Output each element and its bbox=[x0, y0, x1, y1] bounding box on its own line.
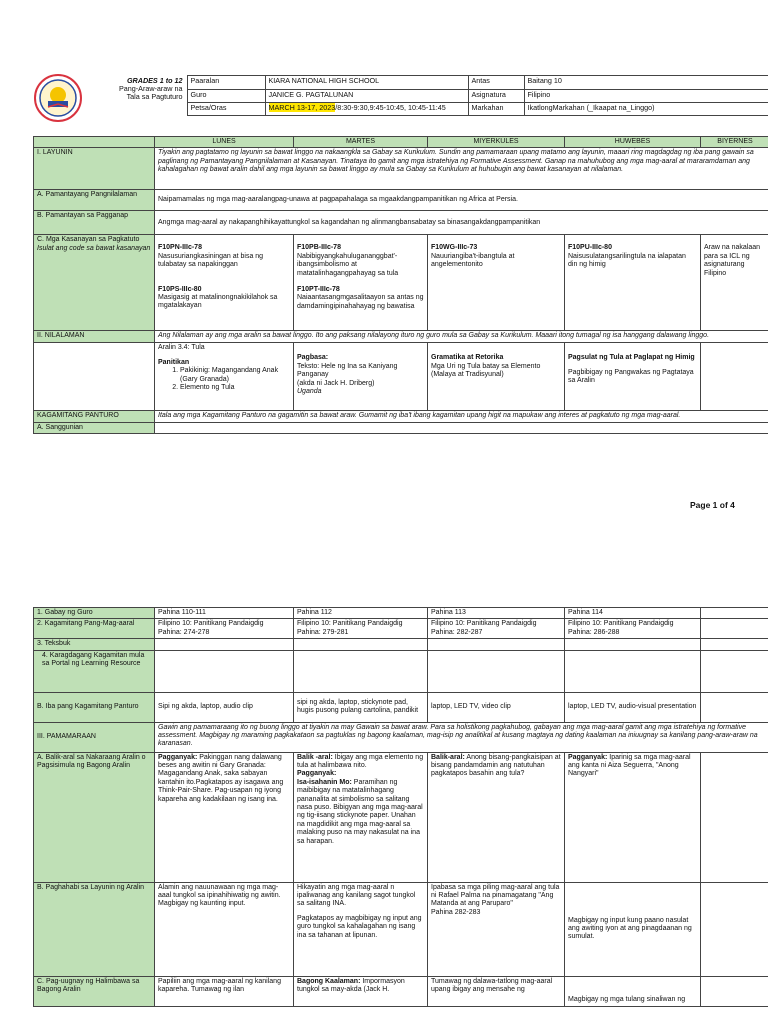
nilalaman-miyerkules bbox=[428, 343, 565, 411]
pagganyak-title: Pagganyak: bbox=[568, 753, 608, 761]
teksbuk-label: 3. Teksbuk bbox=[34, 639, 155, 650]
kag-miyerkules bbox=[428, 619, 565, 639]
pagganap-label: B. Pamantayan sa Pagganap bbox=[34, 211, 155, 235]
nilalaman-martes bbox=[294, 343, 428, 411]
markahan-label: Markahan bbox=[468, 103, 524, 116]
bagong-kaalaman-text: Impormasyon tungkol sa may-akda (Jack H. bbox=[297, 977, 405, 994]
paghahabi-text: Ipabasa sa mga piling mag-aaral ang tula ni Rafael Palma na pinamagatang "Ang Matanda at ang Paruparo" bbox=[431, 883, 560, 908]
list-item: 1. Pakikinig: Magangandang Anak (Gary Granada) bbox=[180, 367, 290, 384]
code-f10wg: F10WG-IIIc-73 bbox=[431, 244, 478, 252]
code-f10ps: F10PS-IIIc-80 bbox=[158, 285, 202, 293]
balik-aral-miyerkules bbox=[428, 752, 565, 882]
day-lunes: LUNES bbox=[155, 137, 294, 148]
kasanayan-miyerkules bbox=[428, 235, 565, 331]
gramatika-title: Gramatika at Retorika bbox=[431, 354, 504, 362]
kasanayan-huwebes bbox=[565, 235, 701, 331]
pag-uugnay-martes bbox=[294, 976, 428, 1006]
book-pages: Pahina: 279-281 bbox=[297, 628, 349, 636]
pamamaraan-text: Gawin ang pamamaraang ito ng buong linggo at tiyakin na may Gawain sa bawat araw. Para sa holistikong pagkahubog, gabayan ang mga mag-aaral gamit ang mga istratehiya ng formative assessment. Magbigay ng maraming pagkakataon sa pagtuklas ng bagong kaalaman, mag-isip ng analitikal at kusang magtaya ng dating kaalaman na iniuugnay sa kanilang pang-araw-araw na karanasan. bbox=[155, 722, 768, 752]
markahan-value: IkatlongMarkahan (_Ikaapat na_Linggo) bbox=[524, 103, 768, 116]
pag-uugnay-label: C. Pag-uugnay ng Halimbawa sa Bagong Aralin bbox=[34, 976, 155, 1006]
gramatika-text: Mga Uri ng Tula batay sa Elemento (Malaya at Tradisyunal) bbox=[431, 362, 541, 379]
paghahabi-page: Pahina 282-283 bbox=[431, 908, 481, 916]
petsa-date: MARCH 13-17, 2023 bbox=[268, 103, 336, 113]
paaralan-value: KIARA NATIONAL HIGH SCHOOL bbox=[265, 76, 468, 90]
code-f10pu: F10PU-IIIc-80 bbox=[568, 244, 612, 252]
kasanayan-label: C. Mga Kasanayan sa Pagkatuto bbox=[37, 236, 140, 244]
pangnilalaman-label: A. Pamantayang Pangnilalaman bbox=[34, 190, 155, 211]
nilalaman-huwebes bbox=[565, 343, 701, 411]
book-pages: Pahina: 274-278 bbox=[158, 628, 210, 636]
country-line: Uganda bbox=[297, 388, 322, 396]
iba-pang-kagamitan-label: B. Iba pang Kagamitang Panturo bbox=[34, 692, 155, 722]
paghahabi-martes bbox=[294, 882, 428, 976]
balik-aral-text: Anong bisang-pangkaisipan at bisang pandamdamin ang natutuhan pagkatapos basahin ang tula? bbox=[431, 753, 561, 778]
paghahabi-text: Hikayatin ang mga mag-aaral n ipaliwanag ang kanilang sagot tungkol sa salitang INA. bbox=[297, 883, 416, 908]
book-title: Filipino 10: Panitikang Pandaigdig bbox=[297, 620, 403, 628]
deped-seal-logo bbox=[34, 74, 82, 122]
kasanayan-biyernes bbox=[701, 235, 768, 331]
gabay-martes: Pahina 112 bbox=[294, 608, 428, 619]
asignatura-value: Filipino bbox=[524, 89, 768, 103]
paghahabi-huwebes: Magbigay ng input kung paano nasulat ang awiting iyon at ang pinagdaanan ng sumulat. bbox=[565, 882, 701, 976]
isa-isahanin-title: Isa-isahanin Mo: bbox=[297, 778, 352, 786]
panitikan-list bbox=[158, 367, 290, 392]
nilalaman-lunes bbox=[155, 343, 294, 411]
bagong-kaalaman-title: Bagong Kaalaman: bbox=[297, 977, 361, 985]
iba-miyerkules: laptop, LED TV, video clip bbox=[428, 692, 565, 722]
isa-isahanin-text: Paramihan ng maibibigay na matatalinhagang pananalita at simbolismo sa salitang nasa puso. Bibigyan ang mga mag-aaral ng tig-iisang stickynote paper. Unahan na magdidikit ang mga mag-aaral sa malaking puso na may nakasulat na ina sa harapan. bbox=[297, 778, 423, 845]
code-f10pt: F10PT-IIIc-78 bbox=[297, 286, 340, 294]
gabay-miyerkules: Pahina 113 bbox=[428, 608, 565, 619]
kasanayan-text: Masigasig at matalinongnakikilahok sa mgatalakayan bbox=[158, 294, 278, 310]
paaralan-label: Paaralan bbox=[187, 76, 265, 90]
pagsulat-title: Pagsulat ng Tula at Paglapat ng Himig bbox=[568, 354, 695, 362]
grades-label: GRADES 1 to 12 bbox=[126, 75, 183, 85]
page-number: Page 1 of 4 bbox=[690, 500, 735, 510]
layunin-label: I. LAYUNIN bbox=[34, 148, 155, 190]
kag-martes bbox=[294, 619, 428, 639]
book-title: Filipino 10: Panitikang Pandaigdig bbox=[158, 620, 264, 628]
page2-main-table bbox=[33, 607, 768, 1007]
code-f10pn: F10PN-IIIc-78 bbox=[158, 244, 202, 252]
days-header-row bbox=[34, 137, 768, 148]
book-title: Filipino 10: Panitikang Pandaigdig bbox=[568, 620, 674, 628]
paghahabi-lunes: Alamin ang nauunawaan ng mga mag-aaal tungkol sa ipinahihiwatig ng awitin. Magbigay ng kaunting input. bbox=[155, 882, 294, 976]
page1-main-table bbox=[33, 136, 768, 434]
kasanayan-lunes bbox=[155, 235, 294, 331]
kagamitang-pang-mag-aaral-label: 2. Kagamitang Pang-Mag-aaral bbox=[34, 619, 155, 639]
pagganyak-text: Pakinggan nang dalawang beses ang awitin ni Gary Granada: Magagandang Anak, saka sabayan kantahin ito.Pagkatapos ay isagawa ang Think-Pair-Share. Pag-usapan ng iyong kapareha ang kadakilaan ng isang ina. bbox=[158, 753, 284, 803]
sanggunian-label: A. Sanggunian bbox=[34, 422, 155, 433]
pangnilalaman-text: Naipamamalas ng mga mag-aaralangpag-unawa at pagpapahalaga sa mgaakdangpampanitikan ng Africa at Persia. bbox=[155, 190, 768, 211]
iba-martes: sipi ng akda, laptop, stickynote pad, hugis pusong pulang cartolina, pandikit bbox=[294, 692, 428, 722]
pagganap-text: Angmga mag-aaral ay nakapanghihikayattungkol sa kagandahan ng alinmangbansabatay sa binasangakdangpampanitikan bbox=[155, 211, 768, 235]
day-martes: MARTES bbox=[294, 137, 428, 148]
antas-label: Antas bbox=[468, 76, 524, 90]
day-miyerkules: MIYERKULES bbox=[428, 137, 565, 148]
panitikan-title: Panitikan bbox=[158, 358, 190, 366]
gabay-label: 1. Gabay ng Guro bbox=[34, 608, 155, 619]
balik-aral-label: A. Balik-aral sa Nakaraang Aralin o Pagsisimula ng Bagong Aralin bbox=[34, 752, 155, 882]
pamamaraan-label: III. PAMAMARAAN bbox=[34, 722, 155, 752]
kagamitan-label: KAGAMITANG PANTURO bbox=[34, 411, 155, 422]
kagamitan-text: Itala ang mga Kagamitang Panturo na gagamitin sa bawat araw. Gumamit ng iba't ibang kagamitan upang higit na mapukaw ang interes at pagkatuto ng mga mag-aaral. bbox=[155, 411, 768, 422]
book-title: Filipino 10: Panitikang Pandaigdig bbox=[431, 620, 537, 628]
kasanayan-text: Naiaantasangmgasalitaayon sa antas ng damdamingipinahahayag ng bawatisa bbox=[297, 294, 424, 310]
kasanayan-cell bbox=[34, 235, 155, 331]
header-grades-cell bbox=[114, 76, 187, 103]
pagganyak-text: Iparinig sa mga mag-aaral ang kanta ni Aiza Seguerra, "Anong Nangyari" bbox=[568, 753, 691, 778]
kag-lunes bbox=[155, 619, 294, 639]
balik-aral-martes bbox=[294, 752, 428, 882]
day-biyernes: BIYERNES bbox=[701, 137, 768, 148]
book-pages: Pahina: 286-288 bbox=[568, 628, 620, 636]
guro-value: JANICE G. PAGTALUNAN bbox=[265, 89, 468, 103]
teksto-line: Teksto: Hele ng Ina sa Kaniyang Panganay bbox=[297, 362, 398, 379]
pag-uugnay-miyerkules: Tumawag ng dalawa-tatlong mag-aaral upang ibigay ang mensahe ng bbox=[428, 976, 565, 1006]
balik-aral-text: Ibigay ang mga elemento ng tula at halimbawa nito. bbox=[297, 753, 424, 770]
iba-lunes: Sipi ng akda, laptop, audio clip bbox=[155, 692, 294, 722]
book-pages: Pahina: 282-287 bbox=[431, 628, 483, 636]
pagbasa-title: Pagbasa: bbox=[297, 354, 329, 362]
kasanayan-text: Nabibigyangkahulugananggbat'-ibangsimbolismo at matatalinhagangpahayag sa tula bbox=[297, 252, 399, 277]
pag-uugnay-huwebes: Magbigay ng mga tulang sinaliwan ng bbox=[565, 976, 701, 1006]
icl-note: Araw na nakalaan para sa ICL ng asignaturang Filipino bbox=[704, 244, 761, 277]
kasanayan-text: Naisusulatangsarilingtula na ialapatan din ng himig bbox=[568, 252, 686, 269]
aralin-title: Aralin 3.4: Tula bbox=[158, 344, 205, 352]
asignatura-label: Asignatura bbox=[468, 89, 524, 103]
petsa-label: Petsa/Oras bbox=[187, 103, 265, 116]
balik-aral-title: Balik-aral: bbox=[431, 753, 465, 761]
paghahabi-miyerkules bbox=[428, 882, 565, 976]
petsa-time: /8:30-9:30,9:45-10:45, 10:45-11:45 bbox=[335, 103, 446, 113]
pagganyak-title: Pagganyak: bbox=[158, 753, 198, 761]
balik-aral-lunes bbox=[155, 752, 294, 882]
gabay-huwebes: Pahina 114 bbox=[565, 608, 701, 619]
pagganyak-title: Pagganyak: bbox=[297, 770, 337, 778]
paghahabi-label: B. Paghahabi sa Layunin ng Aralin bbox=[34, 882, 155, 976]
petsa-value bbox=[265, 103, 468, 116]
kag-huwebes bbox=[565, 619, 701, 639]
day-huwebes: HUWEBES bbox=[565, 137, 701, 148]
nilalaman-label: II. NILALAMAN bbox=[34, 331, 155, 343]
iba-huwebes: laptop, LED TV, audio-visual presentation bbox=[565, 692, 701, 722]
kasanayan-text: Nasusuriangkasiningan at bisa ng tulabatay sa napakinggan bbox=[158, 252, 264, 269]
kasanayan-martes bbox=[294, 235, 428, 331]
header-table bbox=[114, 75, 768, 116]
pag-uugnay-lunes: Papiliin ang mga mag-aaral ng kanilang kapareha. Tumawag ng ilan bbox=[155, 976, 294, 1006]
antas-value: Baitang 10 bbox=[524, 76, 768, 90]
pagtataya-text: Pagbibigay ng Pangwakas ng Pagtataya sa Aralin bbox=[568, 368, 694, 385]
karagdagang-label: 4. Karagdagang Kagamitan mula sa Portal ng Learning Resource bbox=[34, 650, 155, 692]
kasanayan-text: Nauuriangiba't-ibangtula at angelementonito bbox=[431, 252, 515, 269]
paghahabi-text: Pagkatapos ay magbibigay ng input ang guro tungkol sa kahalagahan ng isang ina sa tahanan at lipunan. bbox=[297, 914, 422, 939]
akda-line: (akda ni Jack H. Driberg) bbox=[297, 379, 375, 387]
log-title: Pang-Araw-araw na Tala sa Pagtuturo bbox=[118, 83, 183, 102]
layunin-text: Tiyakin ang pagtatamo ng layunin sa bawat linggo na nakaangkla sa Gabay sa Kurikulum. Sundin ang pamamaraan upang matamo ang layunin, maaari ring magdagdag ng iba pang gawain sa paglinang ng Pamantayang Pangnilalaman at Kasanayan. Tinataya ito gamit ang mga istratehiya ng Formative Assessment. Ganap na mahuhubog ang mga mag-aaral at mararamdaman ang kahalagahan ng bawat aralin dahil ang mga layunin sa bawat linggo ay mula sa Gabay sa Kurikulum at huhubugin ang bawat kasanayan at nilalaman. bbox=[155, 148, 768, 190]
code-f10pb: F10PB-IIIc-78 bbox=[297, 244, 341, 252]
balik-aral-huwebes bbox=[565, 752, 701, 882]
kasanayan-note: Isulat ang code sa bawat kasanayan bbox=[37, 244, 151, 252]
guro-label: Guro bbox=[187, 89, 265, 103]
nilalaman-text: Ang Nilalaman ay ang mga aralin sa bawat linggo. Ito ang paksang nilalayong ituro ng guro mula sa Gabay sa Kurikulum. Maaari itong tumagal ng isa hanggang dalawang linggo. bbox=[155, 331, 768, 343]
balik-aral-title: Balik -aral: bbox=[297, 753, 333, 761]
gabay-lunes: Pahina 110-111 bbox=[155, 608, 294, 619]
list-item: 2. Elemento ng Tula bbox=[180, 384, 290, 392]
